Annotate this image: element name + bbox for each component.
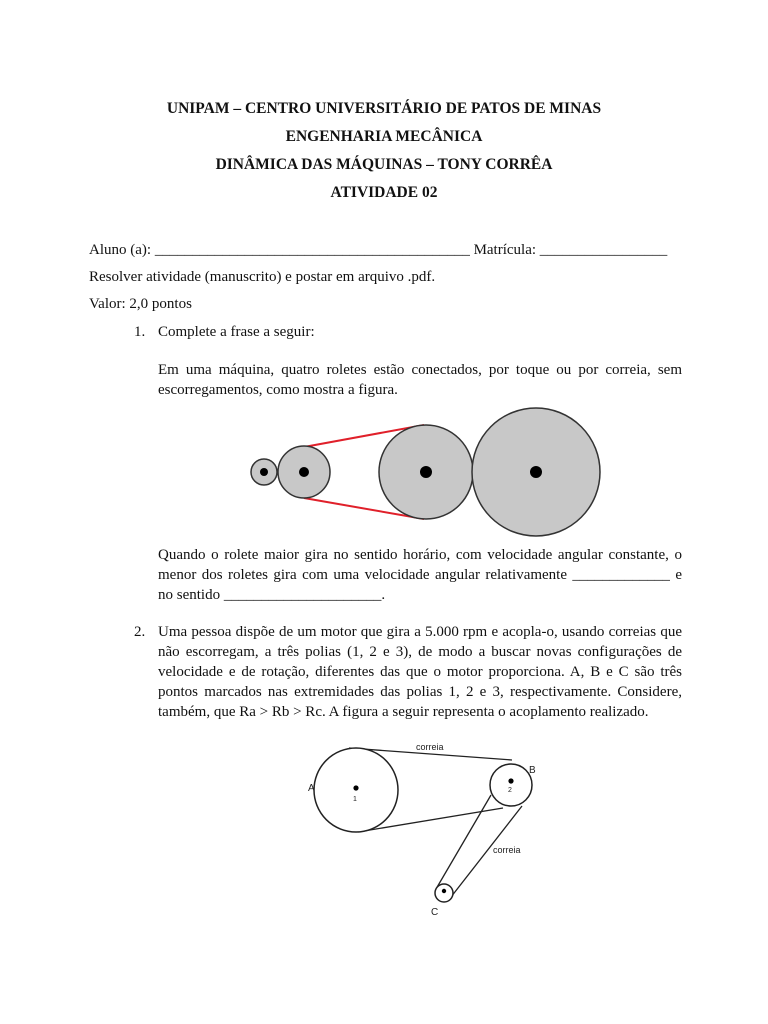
value-line: Valor: 2,0 pontos — [89, 296, 192, 312]
question-1-number: 1. — [134, 324, 146, 340]
pulley-1-center — [353, 785, 358, 790]
question-1-text: Quando o rolete maior gira no sentido horário, com velocidade angular constante, o menor dos roletes gira com uma velocidade angular relativamente _____________ e no sentido _____________________. — [158, 547, 682, 603]
pulley-2-center — [508, 778, 513, 783]
pulley-2 — [490, 764, 532, 806]
belt-lower-left — [436, 795, 491, 889]
label-belt-top: correia — [416, 742, 444, 752]
activity-title: ATIVIDADE 02 — [330, 184, 438, 201]
label-point-c: C — [431, 907, 439, 918]
label-pulley-2: 2 — [508, 787, 512, 794]
pulley-3-center — [442, 889, 446, 893]
student-line: Aluno (a): __________________________________________ Matrícula: _________________ — [89, 242, 668, 258]
question-2-text: Uma pessoa dispõe de um motor que gira a 5.000 rpm e acopla-o, usando correias que não escorregam, a três polias (1, 2 e 3), de modo a buscar novas configurações de velocidade e de rotação, diferentes das que o motor proporciona. A, B e C são três pontos marcados nas extremidades das polias 1, 2 e 3, respectivamente. Considere, também, que Ra > Rb > Rc. A figura a seguir representa o acoplamento realizado. — [158, 624, 682, 720]
question-2-number: 2. — [134, 624, 146, 640]
label-pulley-1: 1 — [353, 796, 357, 803]
institution-title: UNIPAM – CENTRO UNIVERSITÁRIO DE PATOS DE MINAS — [166, 100, 602, 117]
question-1-context: Em uma máquina, quatro roletes estão conectados, por toque ou por correia, sem escorregamentos, como mostra a figura. — [158, 362, 682, 398]
discipline-title: DINÂMICA DAS MÁQUINAS – TONY CORRÊA — [215, 156, 553, 173]
label-belt-lower: correia — [493, 845, 521, 855]
question-1-prompt: Complete a frase a seguir: — [158, 324, 315, 340]
label-point-a: A — [308, 783, 315, 794]
label-point-b: B — [529, 765, 536, 776]
course-title: ENGENHARIA MECÂNICA — [285, 128, 483, 145]
instructions: Resolver atividade (manuscrito) e postar em arquivo .pdf. — [89, 269, 436, 285]
